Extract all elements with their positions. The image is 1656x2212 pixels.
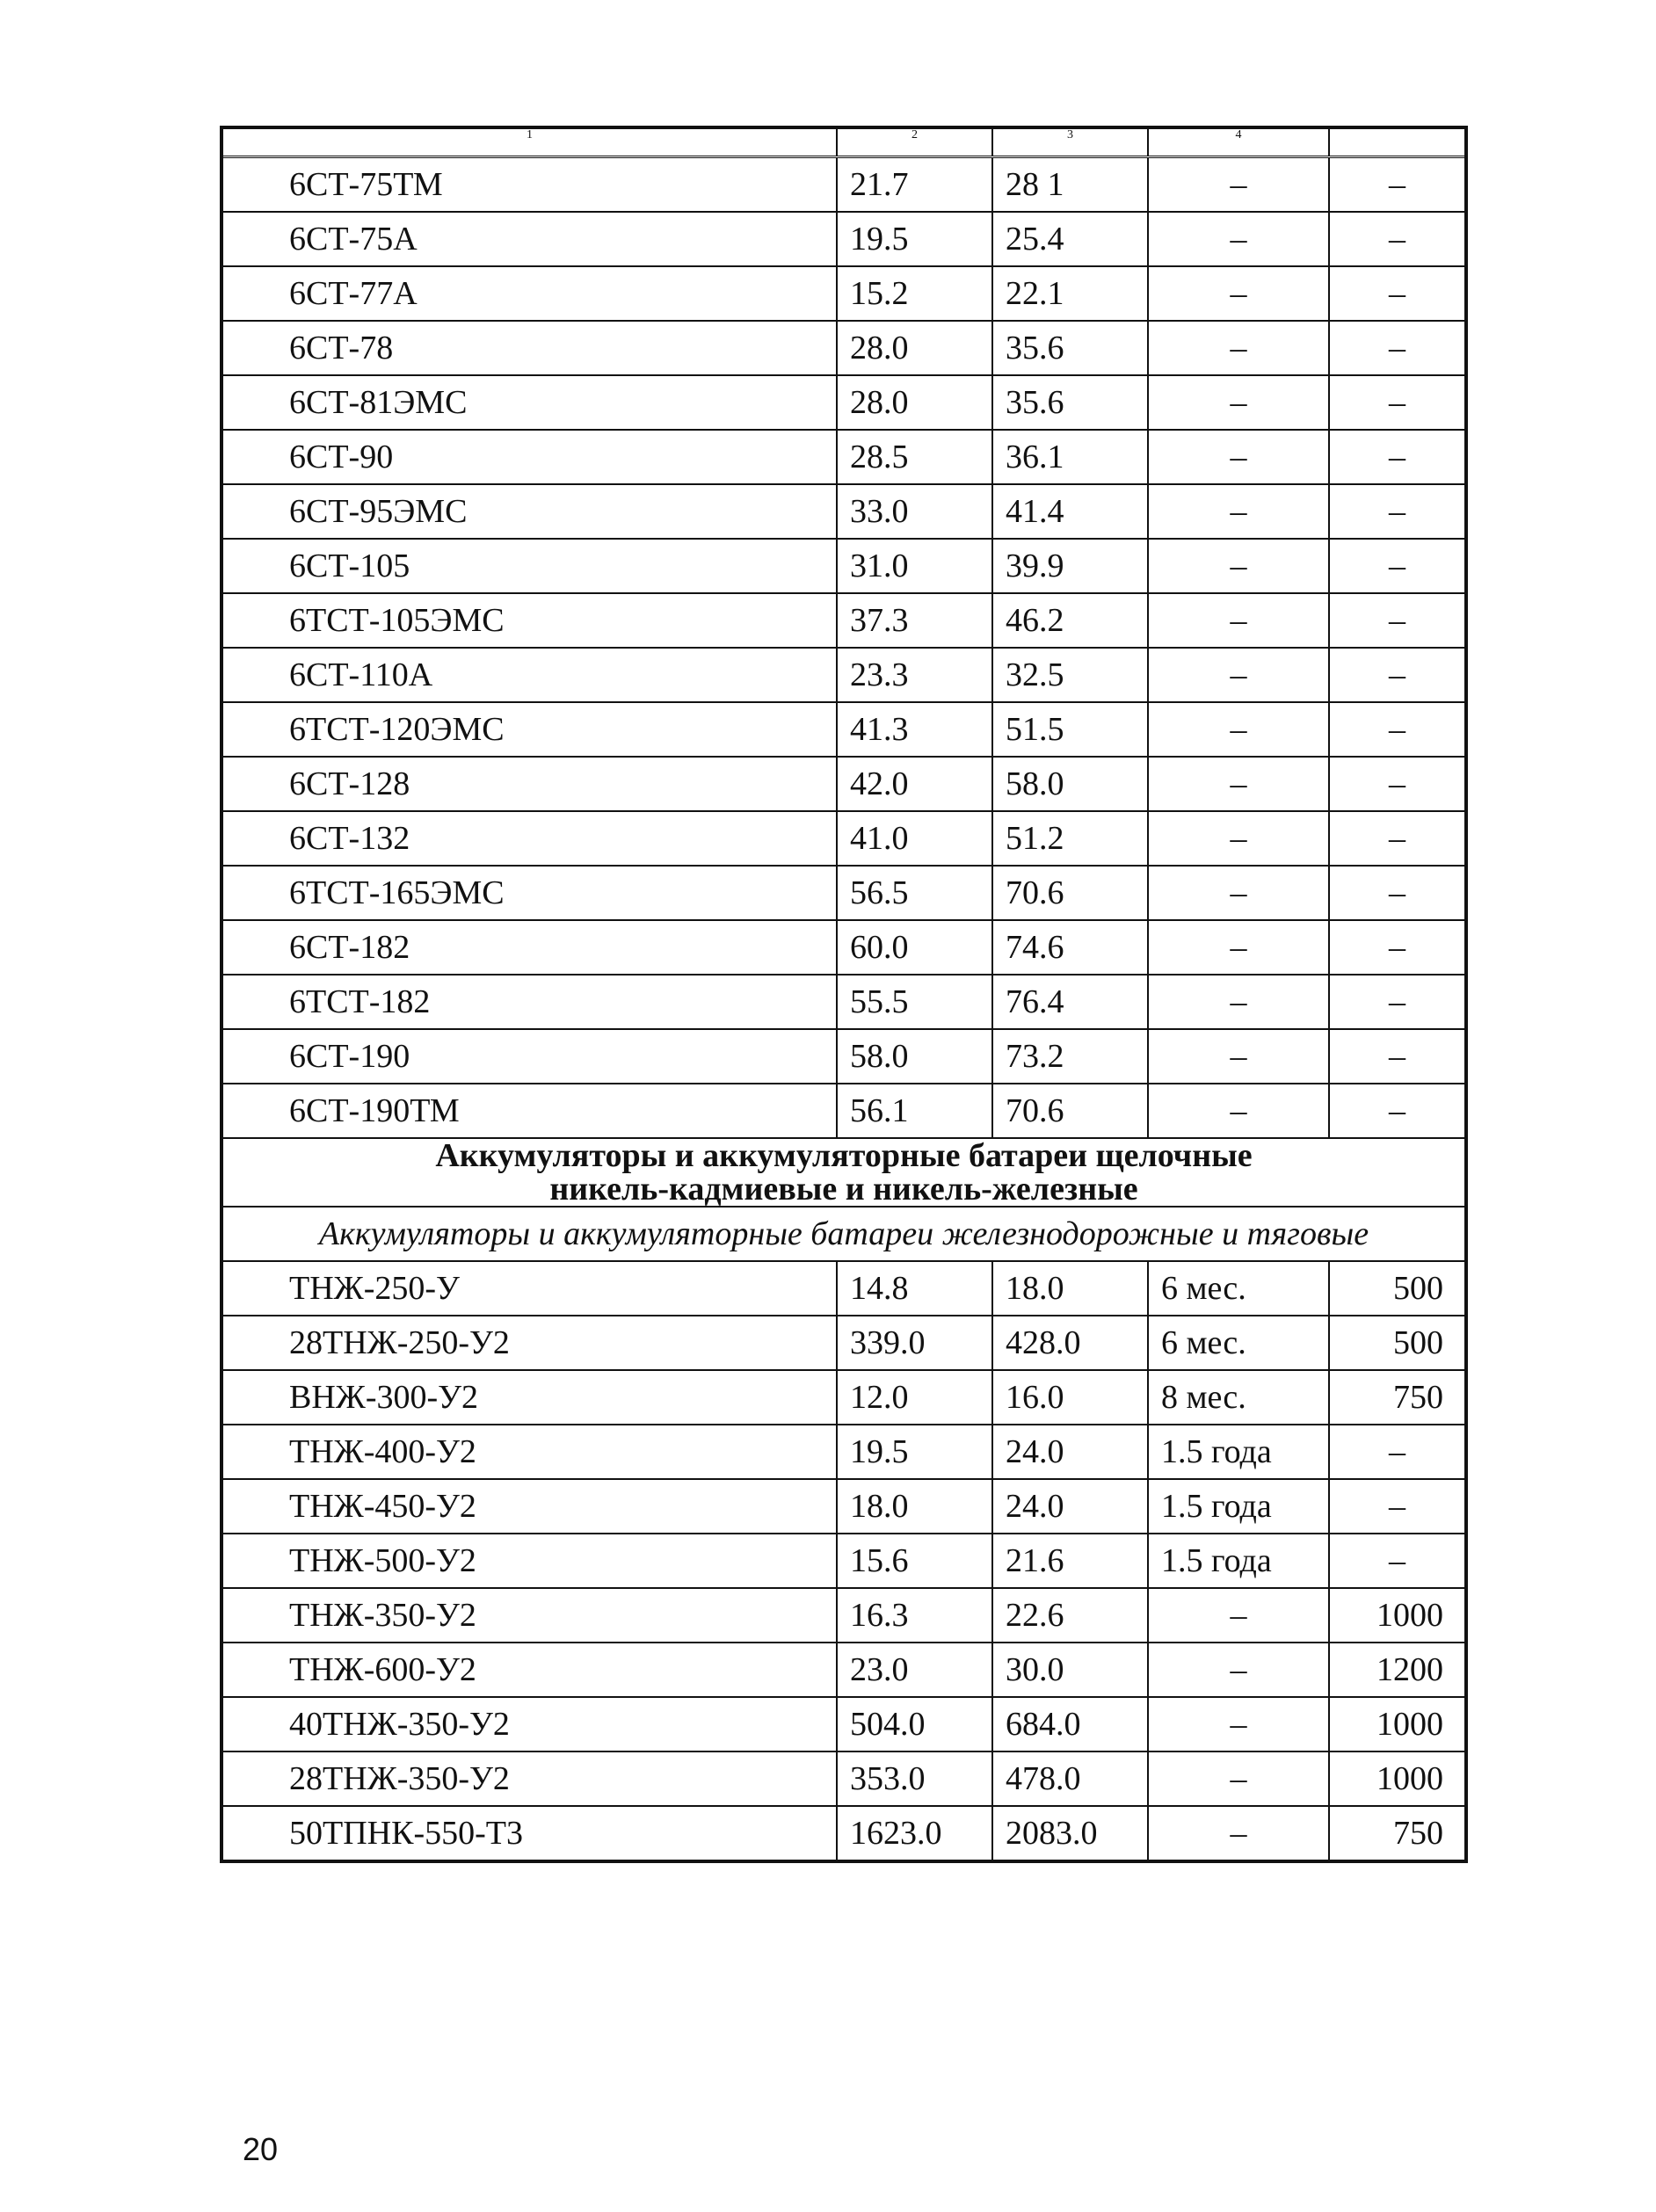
table-cell: – bbox=[1329, 375, 1466, 430]
table-cell: 500 bbox=[1329, 1261, 1466, 1316]
table-cell: 6СТ-78 bbox=[222, 321, 837, 375]
table-cell: 37.3 bbox=[837, 593, 992, 648]
table-row bbox=[222, 866, 1466, 920]
table-row bbox=[222, 1029, 1466, 1084]
table-row bbox=[222, 1316, 1466, 1370]
table-cell: – bbox=[1148, 212, 1329, 266]
table-row bbox=[222, 321, 1466, 375]
table-cell: – bbox=[1148, 375, 1329, 430]
table-cell: 46.2 bbox=[992, 593, 1148, 648]
table-cell: 1000 bbox=[1329, 1588, 1466, 1643]
table-cell: 6ТСТ-165ЭМС bbox=[222, 866, 837, 920]
table-cell: – bbox=[1329, 1479, 1466, 1534]
table-cell: 28ТНЖ-350-У2 bbox=[222, 1751, 837, 1806]
table-cell: 58.0 bbox=[837, 1029, 992, 1084]
table-cell: 50ТПНК-550-Т3 bbox=[222, 1806, 837, 1861]
column-number: 3 bbox=[992, 127, 1148, 157]
table-cell: – bbox=[1148, 648, 1329, 702]
table-cell: 500 bbox=[1329, 1316, 1466, 1370]
table-cell: 28.5 bbox=[837, 430, 992, 484]
table-cell: – bbox=[1329, 866, 1466, 920]
table-cell: 73.2 bbox=[992, 1029, 1148, 1084]
table-cell: – bbox=[1329, 757, 1466, 811]
table-cell: 1.5 года bbox=[1148, 1479, 1329, 1534]
table-row bbox=[222, 1370, 1466, 1425]
table-cell: 23.0 bbox=[837, 1643, 992, 1697]
table-cell: 6СТ-132 bbox=[222, 811, 837, 866]
table-row bbox=[222, 648, 1466, 702]
table-cell: 33.0 bbox=[837, 484, 992, 539]
table-cell: – bbox=[1148, 321, 1329, 375]
table-cell: – bbox=[1148, 593, 1329, 648]
table-cell: 15.2 bbox=[837, 266, 992, 321]
table-cell: 60.0 bbox=[837, 920, 992, 975]
table-cell: – bbox=[1148, 920, 1329, 975]
table-cell: – bbox=[1329, 920, 1466, 975]
table-cell: 42.0 bbox=[837, 757, 992, 811]
table-cell: 76.4 bbox=[992, 975, 1148, 1029]
table-cell: 30.0 bbox=[992, 1643, 1148, 1697]
table-cell: ТНЖ-600-У2 bbox=[222, 1643, 837, 1697]
table-cell: 6 мес. bbox=[1148, 1261, 1329, 1316]
table-cell: 28ТНЖ-250-У2 bbox=[222, 1316, 837, 1370]
table-cell: – bbox=[1329, 1534, 1466, 1588]
table-cell: 32.5 bbox=[992, 648, 1148, 702]
table-cell: 55.5 bbox=[837, 975, 992, 1029]
table-cell: 6СТ-190 bbox=[222, 1029, 837, 1084]
table-cell: 6ТСТ-105ЭМС bbox=[222, 593, 837, 648]
table-cell: 25.4 bbox=[992, 212, 1148, 266]
table-cell: 19.5 bbox=[837, 1425, 992, 1479]
table-cell: – bbox=[1329, 539, 1466, 593]
table-cell: 35.6 bbox=[992, 375, 1148, 430]
table-cell: 750 bbox=[1329, 1806, 1466, 1861]
table-row bbox=[222, 1806, 1466, 1861]
table-cell: – bbox=[1148, 757, 1329, 811]
table-cell: – bbox=[1148, 1751, 1329, 1806]
table-cell: – bbox=[1148, 484, 1329, 539]
table-cell: 22.1 bbox=[992, 266, 1148, 321]
table-cell: – bbox=[1148, 539, 1329, 593]
section-heading bbox=[222, 1138, 1466, 1207]
table-cell: 6СТ-81ЭМС bbox=[222, 375, 837, 430]
table-row bbox=[222, 484, 1466, 539]
table-cell: 6СТ-105 bbox=[222, 539, 837, 593]
column-number-row bbox=[222, 127, 1466, 157]
table-cell: 1200 bbox=[1329, 1643, 1466, 1697]
table-cell: 6 мес. bbox=[1148, 1316, 1329, 1370]
table-cell: – bbox=[1329, 321, 1466, 375]
table-cell: 16.3 bbox=[837, 1588, 992, 1643]
table-cell: – bbox=[1329, 157, 1466, 213]
table-cell: 41.3 bbox=[837, 702, 992, 757]
table-cell: – bbox=[1329, 975, 1466, 1029]
table-cell: – bbox=[1148, 1029, 1329, 1084]
table-cell: – bbox=[1329, 266, 1466, 321]
table-cell: 70.6 bbox=[992, 1084, 1148, 1138]
table-row bbox=[222, 266, 1466, 321]
table-cell: 58.0 bbox=[992, 757, 1148, 811]
table-cell: ТНЖ-250-У bbox=[222, 1261, 837, 1316]
table-cell: – bbox=[1148, 811, 1329, 866]
table-cell: 23.3 bbox=[837, 648, 992, 702]
table-cell: 6СТ-77А bbox=[222, 266, 837, 321]
table-row bbox=[222, 920, 1466, 975]
table-cell: 1000 bbox=[1329, 1751, 1466, 1806]
table-row bbox=[222, 1534, 1466, 1588]
table-cell: 6СТ-190ТМ bbox=[222, 1084, 837, 1138]
table-row bbox=[222, 757, 1466, 811]
table-cell: – bbox=[1329, 811, 1466, 866]
table-cell: 56.1 bbox=[837, 1084, 992, 1138]
table-row bbox=[222, 593, 1466, 648]
table-cell: 504.0 bbox=[837, 1697, 992, 1751]
table-cell: – bbox=[1148, 430, 1329, 484]
table-cell: – bbox=[1148, 157, 1329, 213]
table-cell: 6ТСТ-120ЭМС bbox=[222, 702, 837, 757]
table-cell: – bbox=[1329, 1084, 1466, 1138]
table-cell: 51.5 bbox=[992, 702, 1148, 757]
table-cell: ВНЖ-300-У2 bbox=[222, 1370, 837, 1425]
table-cell: – bbox=[1148, 1697, 1329, 1751]
table-cell: 15.6 bbox=[837, 1534, 992, 1588]
table-cell: – bbox=[1148, 1643, 1329, 1697]
table-cell: 6СТ-128 bbox=[222, 757, 837, 811]
table-cell: 6СТ-110А bbox=[222, 648, 837, 702]
table-cell: – bbox=[1148, 866, 1329, 920]
table-cell: 19.5 bbox=[837, 212, 992, 266]
table-cell: 339.0 bbox=[837, 1316, 992, 1370]
table-row bbox=[222, 702, 1466, 757]
table-cell: – bbox=[1329, 430, 1466, 484]
table-cell: 41.0 bbox=[837, 811, 992, 866]
table-cell: 40ТНЖ-350-У2 bbox=[222, 1697, 837, 1751]
table-cell: 353.0 bbox=[837, 1751, 992, 1806]
table-cell: 21.6 bbox=[992, 1534, 1148, 1588]
table-cell: – bbox=[1148, 1588, 1329, 1643]
table-cell: 18.0 bbox=[837, 1479, 992, 1534]
table-row bbox=[222, 1084, 1466, 1138]
table-cell: 28.0 bbox=[837, 321, 992, 375]
table-cell: – bbox=[1329, 484, 1466, 539]
table-row bbox=[222, 430, 1466, 484]
table-cell: – bbox=[1329, 702, 1466, 757]
table-cell: 2083.0 bbox=[992, 1806, 1148, 1861]
table-cell: – bbox=[1148, 1084, 1329, 1138]
column-number: 4 bbox=[1148, 127, 1329, 157]
column-number: 2 bbox=[837, 127, 992, 157]
table-row bbox=[222, 1479, 1466, 1534]
table-cell: 24.0 bbox=[992, 1479, 1148, 1534]
table-cell: 12.0 bbox=[837, 1370, 992, 1425]
table-cell: 750 bbox=[1329, 1370, 1466, 1425]
section-heading-row bbox=[222, 1138, 1466, 1207]
table-cell: ТНЖ-500-У2 bbox=[222, 1534, 837, 1588]
table-cell: 1000 bbox=[1329, 1697, 1466, 1751]
page-number: 20 bbox=[243, 2131, 279, 2167]
table-row bbox=[222, 1425, 1466, 1479]
table-cell: 36.1 bbox=[992, 430, 1148, 484]
table-cell: 6СТ-90 bbox=[222, 430, 837, 484]
table-cell: 16.0 bbox=[992, 1370, 1148, 1425]
data-table bbox=[220, 126, 1468, 1863]
table-cell: 1.5 года bbox=[1148, 1534, 1329, 1588]
table-cell: 24.0 bbox=[992, 1425, 1148, 1479]
table-cell: 41.4 bbox=[992, 484, 1148, 539]
table-cell: – bbox=[1148, 702, 1329, 757]
table-cell: 6СТ-75А bbox=[222, 212, 837, 266]
table-row bbox=[222, 1643, 1466, 1697]
table-cell: 1.5 года bbox=[1148, 1425, 1329, 1479]
subsection-heading: Аккумуляторы и аккумуляторные батареи железнодорожные и тяговые bbox=[222, 1207, 1466, 1261]
table-cell: – bbox=[1329, 212, 1466, 266]
table-row bbox=[222, 539, 1466, 593]
table-cell: – bbox=[1329, 1425, 1466, 1479]
table-row bbox=[222, 1261, 1466, 1316]
table-cell: 28.0 bbox=[837, 375, 992, 430]
table-cell: ТНЖ-450-У2 bbox=[222, 1479, 837, 1534]
table-row bbox=[222, 975, 1466, 1029]
table-cell: 35.6 bbox=[992, 321, 1148, 375]
table-cell: 18.0 bbox=[992, 1261, 1148, 1316]
table-row bbox=[222, 375, 1466, 430]
section-heading-line: Аккумуляторы и аккумуляторные батареи щелочные bbox=[435, 1138, 1253, 1174]
table-cell: 51.2 bbox=[992, 811, 1148, 866]
table-cell: 70.6 bbox=[992, 866, 1148, 920]
table-cell: 1623.0 bbox=[837, 1806, 992, 1861]
table-row bbox=[222, 157, 1466, 213]
column-number bbox=[1329, 127, 1466, 157]
table-cell: 39.9 bbox=[992, 539, 1148, 593]
table-cell: – bbox=[1148, 1806, 1329, 1861]
table-row bbox=[222, 1697, 1466, 1751]
table-cell: 74.6 bbox=[992, 920, 1148, 975]
table-cell: – bbox=[1329, 1029, 1466, 1084]
subsection-heading-row bbox=[222, 1207, 1466, 1261]
column-number: 1 bbox=[222, 127, 837, 157]
table-cell: 428.0 bbox=[992, 1316, 1148, 1370]
table-row bbox=[222, 1751, 1466, 1806]
table-cell: 6СТ-182 bbox=[222, 920, 837, 975]
table-cell: – bbox=[1329, 593, 1466, 648]
table-cell: 478.0 bbox=[992, 1751, 1148, 1806]
table-cell: 14.8 bbox=[837, 1261, 992, 1316]
section-heading-line: никель-кадмиевые и никель-железные bbox=[549, 1171, 1138, 1207]
table-cell: 6СТ-95ЭМС bbox=[222, 484, 837, 539]
table-cell: 21.7 bbox=[837, 157, 992, 213]
table-cell: – bbox=[1148, 266, 1329, 321]
table-cell: 684.0 bbox=[992, 1697, 1148, 1751]
table-cell: ТНЖ-400-У2 bbox=[222, 1425, 837, 1479]
table-cell: – bbox=[1329, 648, 1466, 702]
table-row bbox=[222, 811, 1466, 866]
table-cell: 6ТСТ-182 bbox=[222, 975, 837, 1029]
table-cell: 31.0 bbox=[837, 539, 992, 593]
table-cell: ТНЖ-350-У2 bbox=[222, 1588, 837, 1643]
table-row bbox=[222, 212, 1466, 266]
table-cell: – bbox=[1148, 975, 1329, 1029]
table-cell: 6СТ-75ТМ bbox=[222, 157, 837, 213]
table-row bbox=[222, 1588, 1466, 1643]
table-cell: 56.5 bbox=[837, 866, 992, 920]
table-cell: 8 мес. bbox=[1148, 1370, 1329, 1425]
table-cell: 22.6 bbox=[992, 1588, 1148, 1643]
table-cell: 28 1 bbox=[992, 157, 1148, 213]
